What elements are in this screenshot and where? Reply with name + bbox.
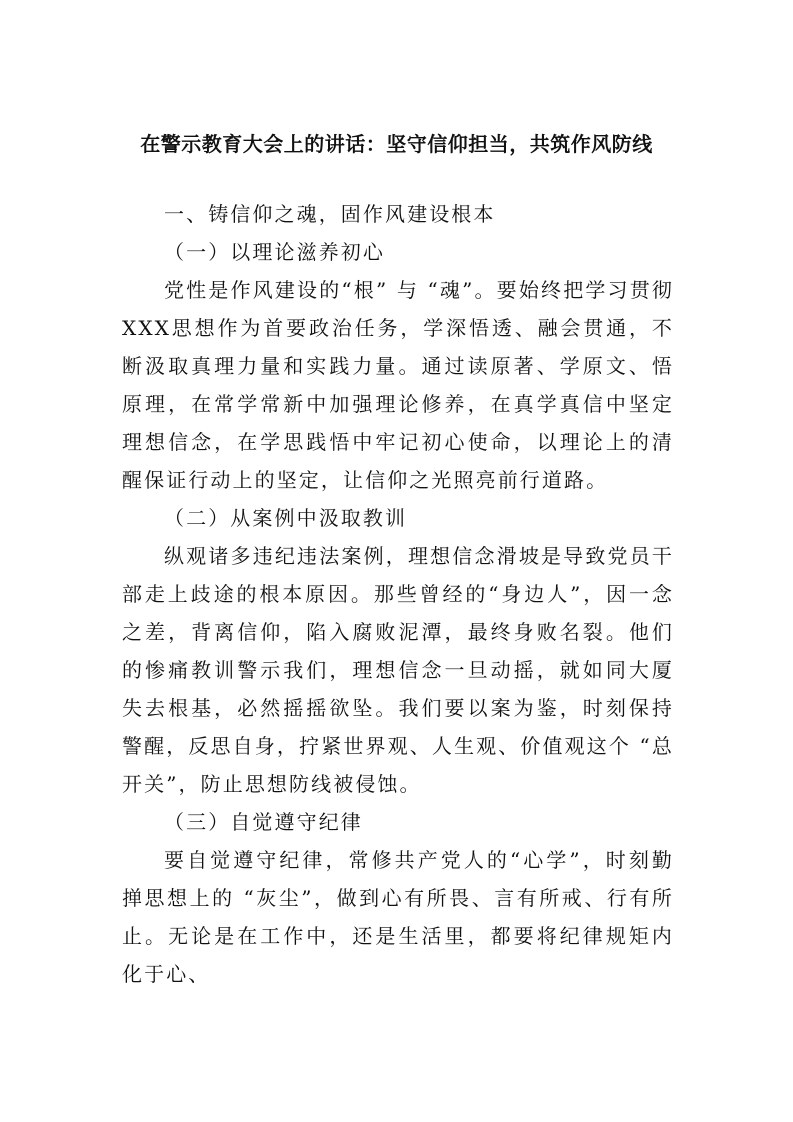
- document-title: 在警示教育大会上的讲话：坚守信仰担当，共筑作风防线: [140, 132, 653, 156]
- paragraph-2: 纵观诸多违纪违法案例，理想信念滑坡是导致党员干部走上歧途的根本原因。那些曾经的“身边人”，因一念之差，背离信仰，陷入腐败泥潭，最终身败名裂。他们的惨痛教训警示我们，理想信念一旦动摇，就如同大厦失去根基，必然摇摇欲坠。我们要以案为鉴，时刻保持警醒，反思自身，拧紧世界观、人生观、价值观这个 “总开关”，防止思想防线被侵蚀。: [122, 544, 674, 796]
- document-body: [122, 195, 674, 993]
- paragraph-1: 党性是作风建设的“根” 与 “魂”。要始终把学习贯彻XXX思想作为首要政治任务，学深悟透、融会贯通，不断汲取真理力量和实践力量。通过读原著、学原文、悟原理，在常学常新中加强理论修养，在真学真信中坚定理想信念，在学思践悟中牢记初心使命，以理论上的清醒保证行动上的坚定，让信仰之光照亮前行道路。: [122, 278, 674, 492]
- subsection-heading-3: （三）自觉遵守纪律: [164, 810, 363, 834]
- paragraph-3: 要自觉遵守纪律，常修共产党人的“心学”，时刻勤掸思想上的 “灰尘”，做到心有所畏、言有所戒、行有所止。无论是在工作中，还是生活里，都要将纪律规矩内化于心、: [122, 848, 674, 986]
- section-heading-1: 一、铸信仰之魂，固作风建设根本: [164, 202, 496, 226]
- subsection-heading-2: （二）从案例中汲取教训: [164, 506, 408, 530]
- subsection-heading-1: （一）以理论滋养初心: [164, 240, 385, 264]
